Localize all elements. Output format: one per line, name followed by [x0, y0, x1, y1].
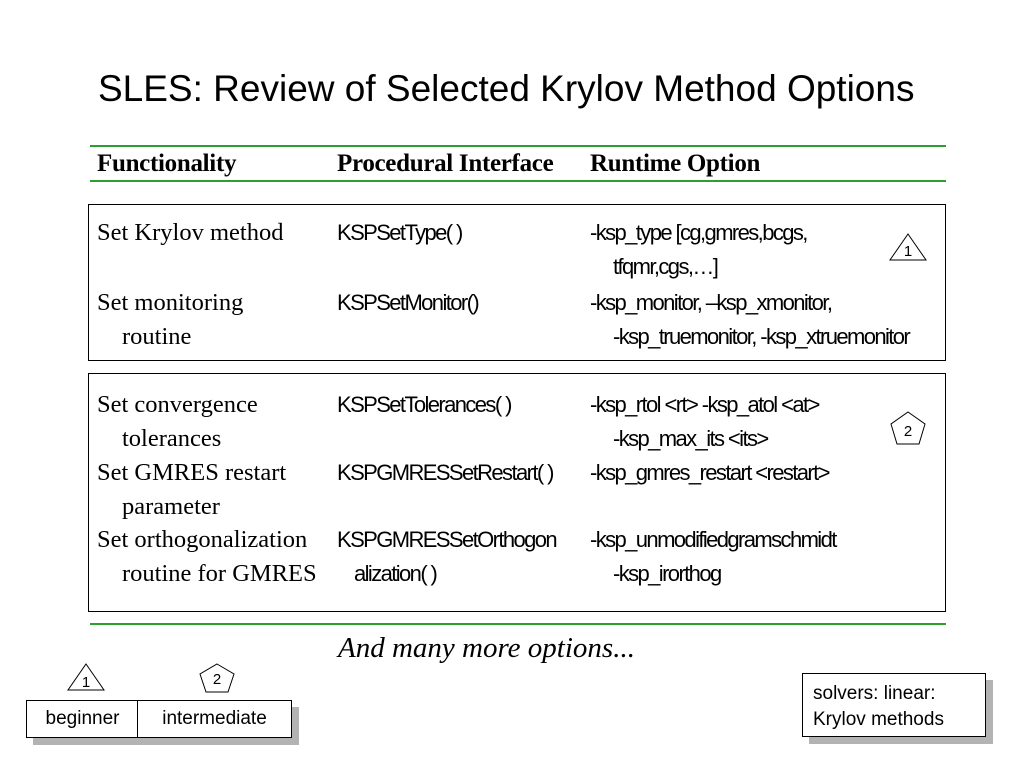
opt-ksp-tolerances: -ksp_rtol <rt> -ksp_atol <at> -ksp_max_its <its>: [590, 392, 819, 451]
header-functionality: Functionality: [97, 150, 237, 177]
func-set-convergence: Set convergence tolerances: [97, 391, 258, 452]
api-kspgmressetorthogonalization: KSPGMRESSetOrthogon alization( ): [337, 527, 557, 586]
opt-ksp-gmres-restart: -ksp_gmres_restart <restart>: [590, 460, 829, 485]
header-procedural-interface: Procedural Interface: [337, 150, 554, 177]
intermediate-pentagon-icon: [888, 410, 928, 446]
header-bottom-rule: [90, 180, 946, 182]
group-1-badge-label: 1: [903, 243, 913, 260]
level-intermediate-button[interactable]: intermediate: [137, 700, 292, 738]
beginner-triangle-icon: [888, 232, 928, 262]
level-beginner-button[interactable]: beginner: [26, 700, 139, 738]
legend-beginner-badge: 1: [81, 674, 91, 691]
func-set-krylov-method: Set Krylov method: [97, 219, 284, 246]
slide-title: SLES: Review of Selected Krylov Method Options: [98, 68, 915, 109]
legend-triangle-icon: [66, 662, 106, 692]
opt-ksp-monitor: -ksp_monitor, –ksp_xmonitor, -ksp_truemonitor, -ksp_xtruemonitor: [590, 290, 910, 349]
topic-line-2: Krylov methods: [813, 709, 944, 730]
group-2-badge-label: 2: [903, 423, 913, 440]
opt-ksp-type: -ksp_type [cg,gmres,bcgs, tfqmr,cgs,…]: [590, 220, 807, 279]
table-bottom-rule: [90, 623, 946, 625]
api-kspsettype: KSPSetType( ): [337, 220, 462, 245]
header-runtime-option: Runtime Option: [590, 150, 761, 177]
api-kspsetmonitor: KSPSetMonitor(): [337, 290, 479, 315]
legend-pentagon-icon: [197, 662, 237, 694]
topic-box[interactable]: [802, 673, 986, 737]
opt-ksp-orthog: -ksp_unmodifiedgramschmidt -ksp_irorthog: [590, 527, 836, 586]
header-top-rule: [90, 145, 946, 147]
api-kspsettolerances: KSPSetTolerances( ): [337, 392, 511, 417]
api-kspgmressetrestart: KSPGMRESSetRestart( ): [337, 460, 553, 485]
func-set-gmres-restart: Set GMRES restart parameter: [97, 459, 287, 520]
topic-line-1: solvers: linear:: [813, 683, 936, 704]
func-set-orthogonalization: Set orthogonalization routine for GMRES: [97, 526, 317, 587]
legend-intermediate-badge: 2: [212, 671, 222, 688]
more-options-note: And many more options...: [338, 632, 635, 664]
func-set-monitoring: Set monitoring routine: [97, 289, 244, 350]
